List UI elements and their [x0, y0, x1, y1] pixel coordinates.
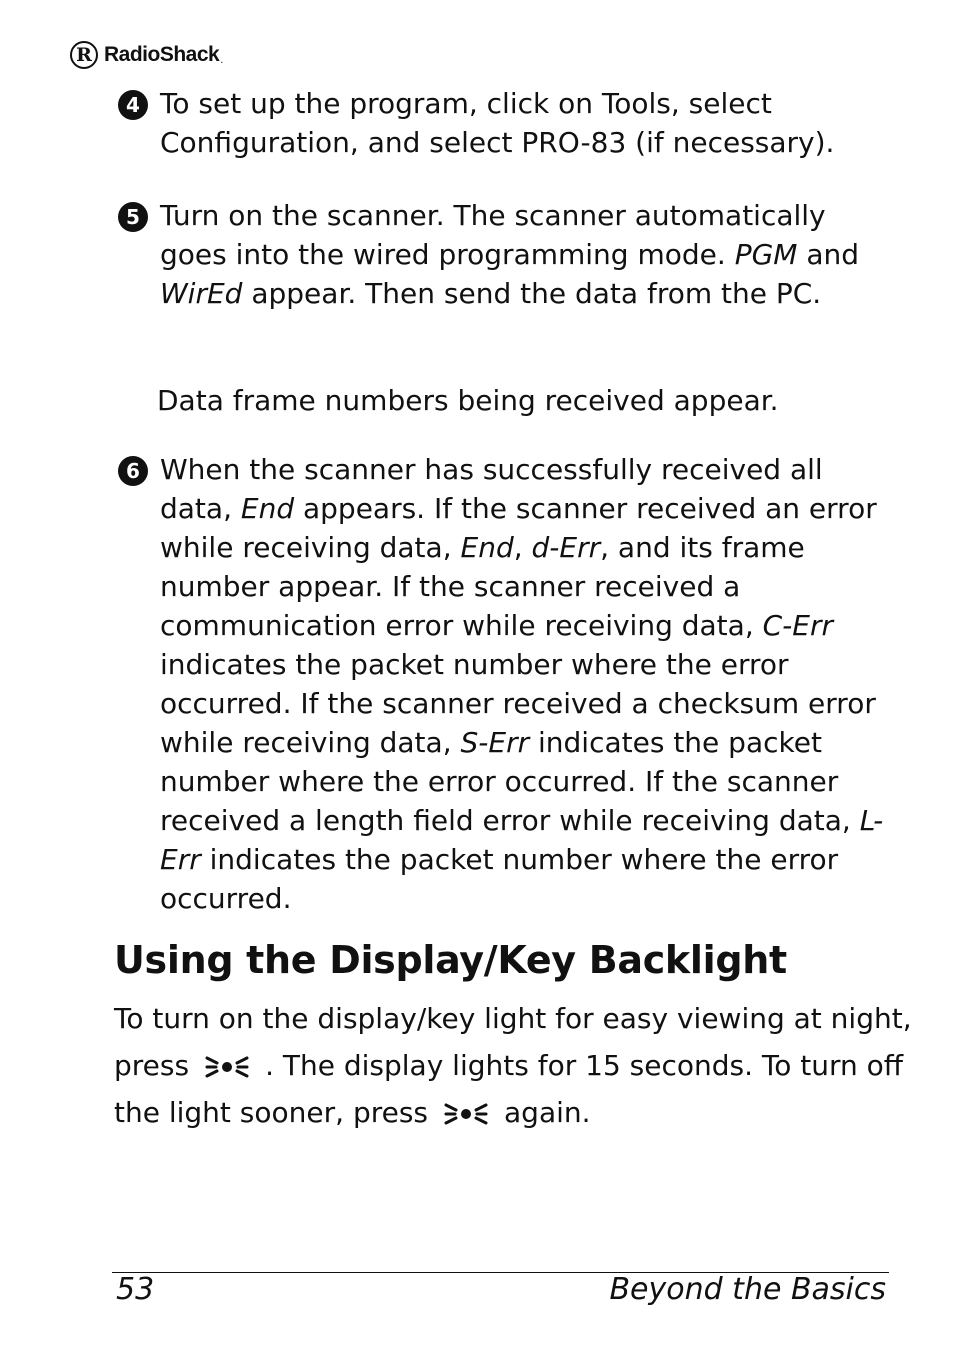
display-term: PGM [734, 238, 798, 271]
page-number: 53 [116, 1272, 155, 1307]
display-term: d-Err [531, 531, 601, 564]
backlight-paragraph [114, 995, 914, 1136]
note-text: Data frame numbers being received appear. [157, 384, 779, 417]
step-text: indicates the packet number where the error occurred. If the scanner received a checksum error while receiving data, [160, 648, 876, 759]
step-text: appear. Then send the data from the PC. [242, 277, 822, 310]
step-5 [118, 196, 898, 313]
step-text: To set up the program, click on Tools, select Configuration, and select PRO-83 (if necessary). [160, 87, 835, 159]
step-6 [118, 450, 898, 918]
step-text: , [513, 531, 532, 564]
paragraph-text: To turn on the display/key light for easy viewing at night, press [114, 1002, 912, 1082]
step-text: When the scanner has successfully received all data, [160, 453, 823, 525]
light-key-icon [442, 1100, 490, 1128]
step-number: 4 [118, 90, 148, 120]
logo-text: RadioShack [104, 43, 220, 66]
display-term: WirEd [160, 277, 243, 310]
step-text: indicates the packet number where the error occurred. [160, 843, 839, 915]
step-number: 6 [118, 456, 148, 486]
step-text: and [797, 238, 860, 271]
display-term: L-Err [160, 804, 884, 876]
paragraph-text: again. [504, 1096, 591, 1129]
light-key-icon [203, 1053, 251, 1081]
paragraph-text: . The display lights for 15 seconds. To turn off the light sooner, press [114, 1049, 904, 1129]
display-term: End [240, 492, 295, 525]
step-text: indicates the packet number where the error occurred. If the scanner received a length field error while receiving data, [160, 726, 860, 837]
logo-mark: R [70, 41, 98, 69]
chapter-title: Beyond the Basics [609, 1272, 886, 1307]
step-number: 5 [118, 202, 148, 232]
step-text: Turn on the scanner. The scanner automatically goes into the wired programming mode. [160, 199, 826, 271]
logo-suffix: . [220, 55, 224, 66]
radioshack-logo [70, 38, 223, 72]
display-term: S-Err [460, 726, 530, 759]
section-heading: Using the Display/Key Backlight [114, 938, 787, 982]
display-term: End [460, 531, 514, 564]
step-4 [118, 84, 898, 162]
display-term: C-Err [762, 609, 833, 642]
step-text: appears. If the scanner received an error while receiving data, [160, 492, 877, 564]
step-text: , and its frame number appear. If the scanner received a communication error while receiving data, [160, 531, 805, 642]
